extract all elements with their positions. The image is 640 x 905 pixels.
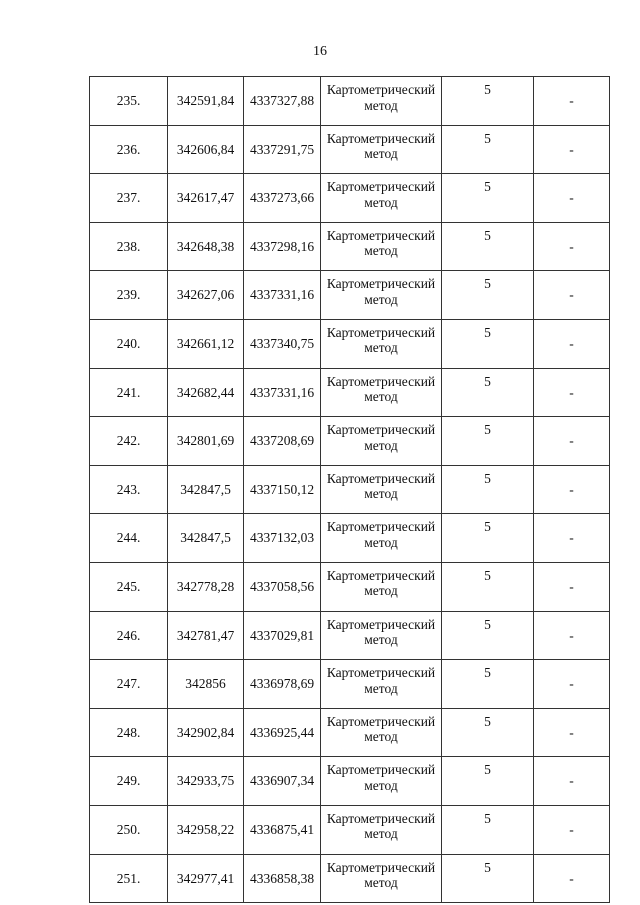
- table-row: [90, 514, 610, 563]
- point-number-cell: 246.: [90, 611, 168, 660]
- method-cell: [321, 708, 442, 757]
- note-cell: -: [534, 417, 610, 466]
- table-row: [90, 77, 610, 126]
- x-coordinate-cell: 342591,84: [168, 77, 244, 126]
- method-line-1: Картометрический: [326, 470, 436, 486]
- accuracy-cell: 5: [442, 319, 534, 368]
- accuracy-cell: 5: [442, 660, 534, 709]
- x-coordinate-cell: 342801,69: [168, 417, 244, 466]
- table-row: [90, 660, 610, 709]
- table-row: [90, 757, 610, 806]
- method-cell: [321, 660, 442, 709]
- x-coordinate-cell: 342661,12: [168, 319, 244, 368]
- table-row: [90, 854, 610, 903]
- table-row: [90, 611, 610, 660]
- accuracy-cell: 5: [442, 417, 534, 466]
- y-coordinate-cell: 4337340,75: [244, 319, 321, 368]
- point-number-cell: 251.: [90, 854, 168, 903]
- y-coordinate-cell: 4337327,88: [244, 77, 321, 126]
- method-line-1: Картометрический: [326, 567, 436, 583]
- y-coordinate-cell: 4337150,12: [244, 465, 321, 514]
- method-cell: [321, 562, 442, 611]
- y-coordinate-cell: 4337291,75: [244, 125, 321, 174]
- table-row: [90, 465, 610, 514]
- table-row: [90, 271, 610, 320]
- point-number-cell: 243.: [90, 465, 168, 514]
- note-cell: -: [534, 319, 610, 368]
- y-coordinate-cell: 4337208,69: [244, 417, 321, 466]
- point-number-cell: 240.: [90, 319, 168, 368]
- method-line-2: метод: [364, 729, 398, 745]
- method-line-2: метод: [364, 97, 398, 113]
- table-row: [90, 125, 610, 174]
- accuracy-cell: 5: [442, 465, 534, 514]
- x-coordinate-cell: 342958,22: [168, 805, 244, 854]
- table-body: [90, 77, 610, 903]
- x-coordinate-cell: 342902,84: [168, 708, 244, 757]
- method-line-1: Картометрический: [326, 373, 436, 389]
- accuracy-cell: 5: [442, 611, 534, 660]
- y-coordinate-cell: 4337029,81: [244, 611, 321, 660]
- method-cell: [321, 319, 442, 368]
- method-line-1: Картометрический: [326, 762, 436, 778]
- note-cell: -: [534, 660, 610, 709]
- accuracy-cell: 5: [442, 77, 534, 126]
- method-cell: [321, 757, 442, 806]
- table-row: [90, 174, 610, 223]
- x-coordinate-cell: 342778,28: [168, 562, 244, 611]
- x-coordinate-cell: 342856: [168, 660, 244, 709]
- note-cell: -: [534, 611, 610, 660]
- method-line-1: Картометрический: [326, 713, 436, 729]
- page-number: 16: [313, 44, 327, 59]
- method-line-1: Картометрический: [326, 179, 436, 195]
- note-cell: -: [534, 465, 610, 514]
- note-cell: -: [534, 271, 610, 320]
- note-cell: -: [534, 514, 610, 563]
- point-number-cell: 242.: [90, 417, 168, 466]
- point-number-cell: 236.: [90, 125, 168, 174]
- accuracy-cell: 5: [442, 368, 534, 417]
- point-number-cell: 244.: [90, 514, 168, 563]
- method-cell: [321, 222, 442, 271]
- method-cell: [321, 514, 442, 563]
- note-cell: -: [534, 222, 610, 271]
- method-line-2: метод: [364, 291, 398, 307]
- method-line-2: метод: [364, 340, 398, 356]
- y-coordinate-cell: 4336858,38: [244, 854, 321, 903]
- x-coordinate-cell: 342933,75: [168, 757, 244, 806]
- method-line-2: метод: [364, 632, 398, 648]
- note-cell: -: [534, 757, 610, 806]
- accuracy-cell: 5: [442, 222, 534, 271]
- method-line-2: метод: [364, 437, 398, 453]
- method-line-1: Картометрический: [326, 227, 436, 243]
- point-number-cell: 239.: [90, 271, 168, 320]
- note-cell: -: [534, 368, 610, 417]
- method-cell: [321, 271, 442, 320]
- method-line-2: метод: [364, 243, 398, 259]
- table-row: [90, 562, 610, 611]
- method-line-1: Картометрический: [326, 810, 436, 826]
- method-cell: [321, 611, 442, 660]
- note-cell: -: [534, 708, 610, 757]
- method-line-2: метод: [364, 777, 398, 793]
- method-line-2: метод: [364, 486, 398, 502]
- method-cell: [321, 417, 442, 466]
- method-line-1: Картометрический: [326, 859, 436, 875]
- point-number-cell: 249.: [90, 757, 168, 806]
- method-cell: [321, 368, 442, 417]
- y-coordinate-cell: 4337058,56: [244, 562, 321, 611]
- method-line-2: метод: [364, 194, 398, 210]
- point-number-cell: 245.: [90, 562, 168, 611]
- point-number-cell: 237.: [90, 174, 168, 223]
- method-line-2: метод: [364, 146, 398, 162]
- note-cell: -: [534, 805, 610, 854]
- point-number-cell: 238.: [90, 222, 168, 271]
- accuracy-cell: 5: [442, 854, 534, 903]
- accuracy-cell: 5: [442, 514, 534, 563]
- point-number-cell: 247.: [90, 660, 168, 709]
- y-coordinate-cell: 4337298,16: [244, 222, 321, 271]
- point-number-cell: 250.: [90, 805, 168, 854]
- accuracy-cell: 5: [442, 174, 534, 223]
- method-cell: [321, 854, 442, 903]
- accuracy-cell: 5: [442, 125, 534, 174]
- table-row: [90, 417, 610, 466]
- method-line-2: метод: [364, 389, 398, 405]
- y-coordinate-cell: 4336925,44: [244, 708, 321, 757]
- method-line-1: Картометрический: [326, 616, 436, 632]
- point-number-cell: 241.: [90, 368, 168, 417]
- table-row: [90, 222, 610, 271]
- y-coordinate-cell: 4336978,69: [244, 660, 321, 709]
- method-line-1: Картометрический: [326, 130, 436, 146]
- x-coordinate-cell: 342847,5: [168, 465, 244, 514]
- x-coordinate-cell: 342682,44: [168, 368, 244, 417]
- x-coordinate-cell: 342617,47: [168, 174, 244, 223]
- y-coordinate-cell: 4337331,16: [244, 368, 321, 417]
- method-line-1: Картометрический: [326, 324, 436, 340]
- x-coordinate-cell: 342847,5: [168, 514, 244, 563]
- method-line-1: Картометрический: [326, 422, 436, 438]
- note-cell: -: [534, 77, 610, 126]
- accuracy-cell: 5: [442, 271, 534, 320]
- method-line-1: Картометрический: [326, 519, 436, 535]
- method-line-1: Картометрический: [326, 82, 436, 97]
- coordinates-table: [89, 76, 610, 903]
- method-cell: [321, 465, 442, 514]
- y-coordinate-cell: 4337331,16: [244, 271, 321, 320]
- y-coordinate-cell: 4336875,41: [244, 805, 321, 854]
- table-row: [90, 708, 610, 757]
- method-line-2: метод: [364, 534, 398, 550]
- point-number-cell: 235.: [90, 77, 168, 126]
- method-cell: [321, 805, 442, 854]
- x-coordinate-cell: 342977,41: [168, 854, 244, 903]
- accuracy-cell: 5: [442, 562, 534, 611]
- method-line-2: метод: [364, 826, 398, 842]
- method-cell: [321, 125, 442, 174]
- point-number-cell: 248.: [90, 708, 168, 757]
- method-line-1: Картометрический: [326, 665, 436, 681]
- accuracy-cell: 5: [442, 805, 534, 854]
- x-coordinate-cell: 342606,84: [168, 125, 244, 174]
- method-cell: [321, 174, 442, 223]
- y-coordinate-cell: 4337273,66: [244, 174, 321, 223]
- x-coordinate-cell: 342648,38: [168, 222, 244, 271]
- table-row: [90, 805, 610, 854]
- y-coordinate-cell: 4337132,03: [244, 514, 321, 563]
- x-coordinate-cell: 342627,06: [168, 271, 244, 320]
- accuracy-cell: 5: [442, 757, 534, 806]
- method-line-2: метод: [364, 583, 398, 599]
- note-cell: -: [534, 854, 610, 903]
- method-line-1: Картометрический: [326, 276, 436, 292]
- table-row: [90, 368, 610, 417]
- table-row: [90, 319, 610, 368]
- method-cell: [321, 77, 442, 126]
- y-coordinate-cell: 4336907,34: [244, 757, 321, 806]
- method-line-2: метод: [364, 875, 398, 891]
- accuracy-cell: 5: [442, 708, 534, 757]
- note-cell: -: [534, 174, 610, 223]
- x-coordinate-cell: 342781,47: [168, 611, 244, 660]
- method-line-2: метод: [364, 680, 398, 696]
- note-cell: -: [534, 125, 610, 174]
- note-cell: -: [534, 562, 610, 611]
